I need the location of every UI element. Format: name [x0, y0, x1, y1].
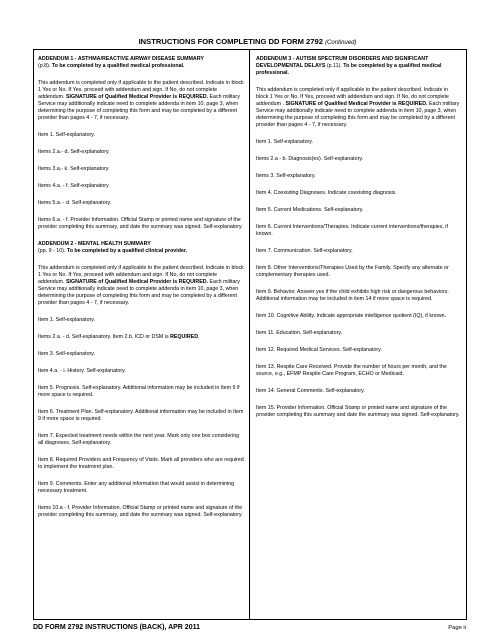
list-item: Items 4.a. - f. Self-explanatory. [38, 183, 110, 189]
list-item: Item 4.a. - i. History. Self-explanatory. [38, 368, 126, 374]
list-item: Item 4. Coexisting Diagnoses. Indicate coexisting diagnosis. [256, 190, 397, 196]
addendum-1-heading [38, 56, 244, 70]
list-item: Item 5. Prognosis. Self-explanatory. Additional information may be included in Item 9 if more space is required. [38, 385, 240, 398]
addendum-2-title: ADDENDUM 2 - MENTAL HEALTH SUMMARY [38, 241, 151, 247]
addendum-2-intro-text-2: Each military Service may additionally indicate need to complete addenda in item 10, page 3, when determining the purpose of completing this form and may be completed by a different provider than pages 4 - 7, if necessary. [38, 279, 240, 306]
addendum-1-pages: (p.8). [38, 63, 52, 69]
required-label: REQUIRED [170, 334, 199, 340]
list-item: Item 5. Current Medications. Self-explanatory. [256, 207, 364, 213]
list-item: Item 7. Expected treatment needs within the next year. Mark only one box considering all diagnoses. Self-explanatory. [38, 433, 240, 446]
addendum-2-requirement: To be completed by a qualified clinical provider. [66, 248, 188, 254]
list-item: Items 3. Self-explanatory. [256, 173, 316, 179]
addendum-2-intro-text: This addendum is completed only if applicable to the patient described. Indicate in block 1 Yes or No. If Yes, proceed with addendum and sign. If No, do not complete addendum. [38, 265, 244, 285]
addendum-3-heading [256, 56, 461, 77]
list-item: Item 13. Respite Care Received. Provide the number of hours per month, and the source, e.g., EFMP Respite Care Program, ECHO or Medicaid. [256, 364, 447, 377]
list-item [38, 334, 244, 341]
addendum-3-pages: (p.11). [325, 63, 344, 69]
addendum-1-signature-note: SIGNATURE of Qualified Medical Provider is REQUIRED. [65, 94, 209, 100]
right-column [256, 56, 461, 429]
column-divider [249, 49, 250, 620]
list-item: Item 1. Self-explanatory. [38, 132, 96, 138]
form-footer-label: DD FORM 2792 INSTRUCTIONS (BACK), APR 2011 [33, 624, 200, 631]
page-number: Page ii [448, 625, 466, 631]
addendum-3-signature-note: SIGNATURE of Qualified Medical Provider is REQUIRED. [285, 101, 428, 107]
addendum-3-requirement: To be completed by a qualified medical professional. [256, 63, 442, 76]
list-item: Item 8. Required Providers and Frequency of Visits. Mark all providers who are required to implement the treatment plan. [38, 457, 244, 470]
list-item: Items 2.a - b. Diagnosis(es). Self-explanatory. [256, 156, 364, 162]
list-item: Items 2.a.- d. Self-explanatory. [38, 149, 110, 155]
list-item: Item 7. Communication. Self-explanatory. [256, 248, 353, 254]
list-item: Items 6.a. - f. Provider Information. Official Stamp or printed name and signature of the provider completing this summary, and date the summary was signed. Self-explanatory. [38, 217, 243, 230]
addendum-1-intro-text-2: Each military Service may additionally indicate need to complete addenda in item 10, page 3, when determining the purpose of completing this form and may be completed by a different provider than pages 4 - 7, if necessary. [38, 94, 240, 121]
addendum-2-pages: (pp. 9 - 10). [38, 248, 67, 254]
addendum-3-intro [256, 87, 461, 129]
list-item: Item 9. Behavior. Answer yes if the child exhibits high risk or dangerous behaviors. Additional information may be included in item 14 if more space is required. [256, 289, 449, 302]
list-item: Item 6. Current Interventions/Therapies. Indicate current interventions/therapies, if known. [256, 224, 448, 237]
page-title [0, 37, 495, 46]
item-2-text: Items 2.a. - d. Self-explanatory. Item 2.b. ICD or DSM is [38, 334, 171, 340]
list-item: Item 14. General Comments. Self-explanatory. [256, 388, 365, 394]
addendum-1-title: ADDENDUM 1 - ASTHMA/REACTIVE AIRWAY DISEASE SUMMARY [38, 56, 204, 62]
title-continued: (Continued) [325, 40, 357, 46]
addendum-3-intro-text: This addendum is completed only if applicable to the patient described. Indicate in block 1 Yes or No. If Yes, proceed with addendum and sign. If No, do not complete addendum . [256, 87, 449, 107]
addendum-1-requirement: To be completed by a qualified medical professional. [51, 63, 185, 69]
addendum-1-intro [38, 80, 244, 122]
title-text: INSTRUCTIONS FOR COMPLETING DD FORM 2792 [138, 37, 323, 46]
list-item: Items 3.a.- k. Self-explanatory. [38, 166, 110, 172]
list-item: Item 11. Education. Self-explanatory. [256, 330, 343, 336]
list-item: Item 9. Comments. Enter any additional information that would assist in determining necessary treatment. [38, 481, 235, 494]
addendum-2-heading [38, 241, 244, 255]
list-item: Item 8. Other Interventions/Therapies Used by the Family. Specify any alternate or complementary therapies used. [256, 265, 449, 278]
addendum-1-intro-text: This addendum is completed only if applicable to the patient described. Indicate in block 1 Yes or No. If Yes, proceed with addendum and sign. If No, do not complete addendum. [38, 80, 244, 100]
list-item: Item 1. Self-explanatory. [38, 317, 96, 323]
list-item: Item 10. Cognitive Ability. Indicate appropriate intelligence quotient (IQ), if known. [256, 313, 447, 319]
addendum-2-intro [38, 265, 244, 307]
list-item: Items 5.a. - d. Self-explanatory. [38, 200, 112, 206]
addendum-2-signature-note: SIGNATURE of Qualified Medical Provider is REQUIRED. [65, 279, 209, 285]
left-column [38, 56, 244, 529]
list-item: Item 6. Treatment Plan. Self-explanatory. Additional information may be included in Item 9 if more space is required. [38, 409, 244, 422]
addendum-3-title: ADDENDUM 3 - AUTISM SPECTRUM DISORDERS AND SIGNIFICANT DEVELOPMENTAL DELAYS [256, 56, 429, 69]
list-item: Items 10.a - f. Provider Information. Official Stamp or printed name and signature of the provider completing this summary, and date the summary was signed. Self-explanatory. [38, 505, 243, 518]
list-item: Item 12. Required Medical Services. Self-explanatory. [256, 347, 382, 353]
item-2-end: . [198, 334, 200, 340]
list-item: Item 15. Provider Information. Official Stamp or printed name and signature of the provider completing this summary and date the summary was signed. Self-explanatory. [256, 405, 460, 418]
list-item: Item 3. Self-explanatory. [38, 351, 96, 357]
addendum-3-intro-text-2: Each military Service may additionally indicate need to complete addenda in item 10, page 3, when determining the purpose of completing this form and may be completed by a different provider than pages 4 - 7, if necessary. [256, 101, 460, 128]
list-item: Item 1. Self-explanatory. [256, 139, 314, 145]
